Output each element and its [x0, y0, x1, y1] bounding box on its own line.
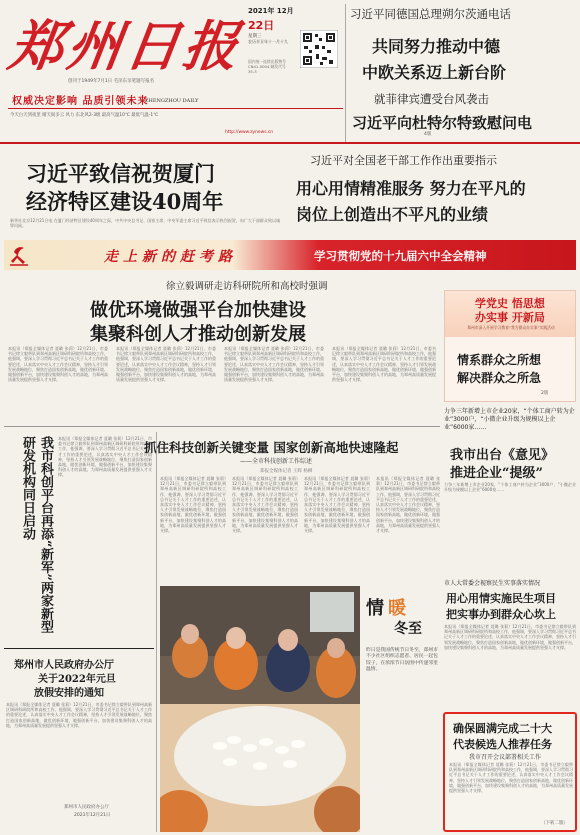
headline-philippines[interactable]: 习近平向杜特尔特致慰问电 [352, 114, 533, 132]
column-divider-2 [156, 432, 157, 832]
party-study-box [444, 290, 576, 402]
caption-title-1: 情 [366, 598, 384, 619]
tech-body-col-1: 本报讯（郑报全媒体记者 聂璐 张莉）12月21日，市委书记徐立毅带队到郑州高新区调研科研院所和高校工作，他强调，要深入学习贯彻习近平总书记关于人才工作的重要论述，认真落实中央人才工作会议精神，坚持人才引领发展战略地位，聚焦打造国家创新高地，做优创新环境，做强创新平台，加快建设集聚科创人才的高地，为郑州高质量发展提供坚强人才支撑。 [160, 476, 226, 534]
founded-line: 创刊于1949年7月1日 毛泽东亲笔题写报名 [68, 79, 155, 84]
election-subhead: 我市召开会议部署相关工作 [469, 754, 542, 761]
lead-body-col-2: 本报讯（郑报全媒体记者 聂璐 张莉）12月21日，市委书记徐立毅带队到郑州高新区调研科研院所和高校工作，他强调，要深入学习贯彻习近平总书记关于人才工作的重要论述，认真落实中央人才工作会议精神，坚持人才引领发展战略地位，聚焦打造国家创新高地，做优创新环境，做强创新平台，加快建设集聚科创人才的高地，为郑州高质量发展提供坚强人才支撑。 [116, 346, 216, 383]
photo-caption: 昨日是我国传统节日冬至，郑州市不少社区组织志愿者、居民一起包饺子，在浓浓节日氛围中传递邻里温情。 [366, 648, 438, 673]
enterprise-body: 力争三年新增上市企业20家，“个体工商户转为企业”3000户，“小微企业升级为规模以上企业”6000家…… [444, 482, 576, 493]
election-headline-2[interactable]: 代表候选人推荐任务 [453, 738, 552, 751]
lead-headline-1[interactable]: 做优环境做强平台加快建设 [90, 300, 306, 321]
qr-code-icon [300, 30, 338, 74]
banner-right-kicker: 习近平对全国老干部工作作出重要指示 [310, 154, 497, 167]
election-headline-1[interactable]: 确保圆满完成二十大 [453, 722, 552, 735]
date-year-month: 2021年 12月 [248, 7, 294, 15]
weekday: 星期三 [248, 34, 262, 39]
notice-body: 本报讯（郑报全媒体记者 聂璐 张莉）12月21日，市委书记徐立毅带队到郑州高新区调研科研院所和高校工作，他强调，要深入学习贯彻习近平总书记关于人才工作的重要论述，认真落实中央人才工作会议精神，坚持人才引领发展战略地位，聚焦打造国家创新高地，做优创新环境，做强创新平台，加快建设集聚科创人才的高地，为郑州高质量发展提供坚强人才支撑。 [6, 702, 152, 728]
notice-title-3[interactable]: 放假安排的通知 [34, 688, 104, 699]
notice-title-1[interactable]: 郑州市人民政府办公厅 [14, 660, 114, 671]
caption-title-3: 冬至 [394, 621, 422, 637]
website[interactable]: http://www.zynews.cn [225, 130, 274, 135]
notice-date: 2021年12月21日 [74, 813, 111, 818]
issue-info: 国内统一连续出版物号 CN41-0004 邮发代号 35-3 [248, 59, 286, 74]
banner-right [290, 150, 576, 240]
lead-body-col-1: 本报讯（郑报全媒体记者 聂璐 张莉）12月21日，市委书记徐立毅带队到郑州高新区调研科研院所和高校工作，他强调，要深入学习贯彻习近平总书记关于人才工作的重要论述，认真落实中央人才工作会议精神，坚持人才引领发展战略地位，聚焦打造国家创新高地，做优创新环境，做强创新平台，加快建设集聚科创人才的高地，为郑州高质量发展提供坚强人才支撑。 [8, 346, 108, 383]
strip-right-text: 学习贯彻党的十九届六中全会精神 [314, 249, 487, 263]
tech-body-col-4: 本报讯（郑报全媒体记者 聂璐 张莉）12月21日，市委书记徐立毅带队到郑州高新区调研科研院所和高校工作，他强调，要深入学习贯彻习近平总书记关于人才工作的重要论述，认真落实中央人才工作会议精神，坚持人才引领发展战略地位，聚焦打造国家创新高地，做优创新环境，做强创新平台，加快建设集聚科创人才的高地，为郑州高质量发展提供坚强人才支撑。 [376, 476, 440, 534]
top-right-stories [350, 4, 576, 140]
headline-germany-1[interactable]: 共同努力推动中德 [372, 37, 501, 56]
vertical-story [4, 432, 154, 642]
dumpling-photo[interactable] [160, 586, 360, 832]
divider-notice [4, 648, 154, 649]
photo-caption-box [364, 590, 440, 832]
masthead-title: 郑州日报 [5, 14, 247, 78]
column-divider [345, 4, 346, 142]
vertical-body: 本报讯（郑报全媒体记者 聂璐 张莉）12月21日，市委书记徐立毅带队到郑州高新区调研科研院所和高校工作，他强调，要深入学习贯彻习近平总书记关于人才工作的重要论述，认真落实中央人才工作会议精神，坚持人才引领发展战略地位，聚焦打造国家创新高地，做优创新环境，做强创新平台，加快建设集聚科创人才的高地，为郑州高质量发展提供坚强人才支撑。 [58, 436, 152, 478]
notice-signature: 郑州市人民政府办公厅 [64, 805, 109, 810]
election-story[interactable] [443, 712, 577, 832]
kicker-philippines: 就菲律宾遭受台风袭击 [374, 92, 489, 106]
tech-body-col-3: 本报讯（郑报全媒体记者 聂璐 张莉）12月21日，市委书记徐立毅带队到郑州高新区调研科研院所和高校工作，他强调，要深入学习贯彻习近平总书记关于人才工作的重要论述，认真落实中央人才工作会议精神，坚持人才引领发展战略地位，聚焦打造国家创新高地，做优创新环境，做强创新平台，加快建设集聚科创人才的高地，为郑州高质量发展提供坚强人才支撑。 [304, 476, 370, 534]
congress-body: 本报讯（郑报全媒体记者 聂璐 张莉）12月21日，市委书记徐立毅带队到郑州高新区调研科研院所和高校工作，他强调，要深入学习贯彻习近平总书记关于人才工作的重要论述，认真落实中央人才工作会议精神，坚持人才引领发展战略地位，聚焦打造国家创新高地，做优创新环境，做强创新平台，加快建设集聚科创人才的高地，为郑州高质量发展提供坚强人才支撑。 [444, 624, 576, 650]
banner-right-headline-1[interactable]: 用心用情精准服务 努力在平凡的 [296, 179, 526, 198]
edition-count: 4版 [424, 132, 432, 137]
lead-kicker: 徐立毅调研走访科研院所和高校时强调 [166, 281, 328, 292]
weather-line: 今天白天到夜里 晴天间多云 风力 东北风2-3级 最高气温10℃ 最低气温-1℃ [10, 113, 159, 118]
slogan: 权威决定影响 品质引领未来 [12, 96, 149, 107]
notice-title-2[interactable]: 关于2022年元旦 [38, 674, 116, 685]
election-page-ref: （下转二版） [541, 821, 568, 826]
enterprise-intro: 力争三年新增上市企业20家，“个体工商户转为企业”3000户，“小微企业升级为规模以上企业”6000家…… [444, 408, 575, 431]
lead-body-col-3: 本报讯（郑报全媒体记者 聂璐 张莉）12月21日，市委书记徐立毅带队到郑州高新区调研科研院所和高校工作，他强调，要深入学习贯彻习近平总书记关于人才工作的重要论述，认真落实中央人才工作会议精神，坚持人才引领发展战略地位，聚焦打造国家创新高地，做优创新环境，做强创新平台，加快建设集聚科创人才的高地，为郑州高质量发展提供坚强人才支撑。 [224, 346, 324, 383]
pinyin-title: ZHENGZHOU DAILY [145, 98, 199, 104]
enterprise-headline-1[interactable]: 我市出台《意见》 [450, 448, 555, 463]
headline-germany-2[interactable]: 中欧关系迈上新台阶 [362, 63, 507, 82]
banner-left-body: 新华社北京12月21日电 在厦门经济特区建设40周年之际，中共中央总书记、国家主席、中央军委主席习近平致信表示热烈祝贺，向广大干部群众致以诚挚问候。 [10, 218, 280, 229]
banner-left-headline-1[interactable]: 习近平致信祝贺厦门 [26, 161, 215, 186]
holiday-notice [4, 652, 154, 832]
banner-right-headline-2[interactable]: 岗位上创造出不平凡的业绩 [296, 205, 489, 224]
banner-left [6, 150, 286, 240]
congress-kicker: 市人大常委会视察民生实事落实情况 [444, 580, 541, 587]
tech-subhead: ——全市科技创新工作综述 [240, 458, 313, 465]
vertical-headline[interactable]: 我市科创平台再添“新军”两家新型研发机构同日启动 [20, 436, 53, 633]
kicker-germany: 习近平同德国总理朔尔茨通电话 [350, 7, 511, 21]
party-study-page-ref: 2版 [541, 391, 549, 396]
lead-headline-2[interactable]: 集聚科创人才推动创新发展 [90, 324, 306, 345]
congress-headline-1[interactable]: 用心用情实施民生项目 [446, 592, 556, 605]
tech-story [144, 434, 440, 584]
divider-mid [4, 426, 440, 427]
party-study-headline-2[interactable]: 解决群众之所急 [457, 371, 542, 385]
party-strip [4, 240, 576, 270]
election-body: 本报讯（郑报全媒体记者 聂璐 张莉）12月21日，市委书记徐立毅带队到郑州高新区调研科研院所和高校工作，他强调，要深入学习贯彻习近平总书记关于人才工作的重要论述，认真落实中央人才工作会议精神，坚持人才引领发展战略地位，聚焦打造国家创新高地，做优创新环境，做强创新平台，加快建设集聚科创人才的高地，为郑州高质量发展提供坚强人才支撑。 [449, 762, 573, 794]
tech-headline[interactable]: 抓住科技创新关键变量 国家创新高地快速隆起 [144, 440, 399, 455]
enterprise-story [444, 406, 576, 576]
photo-scene [160, 586, 360, 832]
party-study-slogan-1: 学党史 悟思想 [475, 297, 545, 310]
divider-top [0, 142, 580, 144]
lead-body-col-4: 本报讯（郑报全媒体记者 聂璐 张莉）12月21日，市委书记徐立毅带队到郑州高新区调研科研院所和高校工作，他强调，要深入学习贯彻习近平总书记关于人才工作的重要论述，认真落实中央人才工作会议精神，坚持人才引领发展战略地位，聚焦打造国家创新高地，做优创新环境，做强创新平台，加快建设集聚科创人才的高地，为郑州高质量发展提供坚强人才支撑。 [332, 346, 436, 383]
date-day: 22日 [248, 19, 275, 32]
lead-story [4, 276, 440, 426]
party-study-headline-1[interactable]: 情系群众之所想 [457, 353, 542, 367]
enterprise-headline-2[interactable]: 推进企业“提级” [450, 466, 543, 481]
congress-headline-2[interactable]: 把实事办到群众心坎上 [446, 608, 556, 621]
party-emblem-icon [8, 243, 30, 267]
tech-byline: 郑报全媒体记者 王辉 杨柳 [260, 469, 313, 474]
congress-story [444, 578, 576, 710]
party-study-slogan-2: 办实事 开新局 [475, 311, 545, 324]
lunar-date: 农历辛丑年十一月十九 [248, 39, 288, 44]
date-block [248, 6, 300, 96]
banner-left-headline-2[interactable]: 经济特区建设40周年 [26, 189, 224, 214]
caption-title-2: 暖 [388, 598, 406, 619]
masthead-rule [8, 108, 343, 109]
party-study-sub: 郑州市深入开展学习教育“我为群众办实事”实践活动 [467, 325, 555, 330]
tech-body-col-2: 本报讯（郑报全媒体记者 聂璐 张莉）12月21日，市委书记徐立毅带队到郑州高新区调研科研院所和高校工作，他强调，要深入学习贯彻习近平总书记关于人才工作的重要论述，认真落实中央人才工作会议精神，坚持人才引领发展战略地位，聚焦打造国家创新高地，做优创新环境，做强创新平台，加快建设集聚科创人才的高地，为郑州高质量发展提供坚强人才支撑。 [232, 476, 298, 534]
strip-left-text: 走上新的赶考路 [104, 249, 237, 265]
